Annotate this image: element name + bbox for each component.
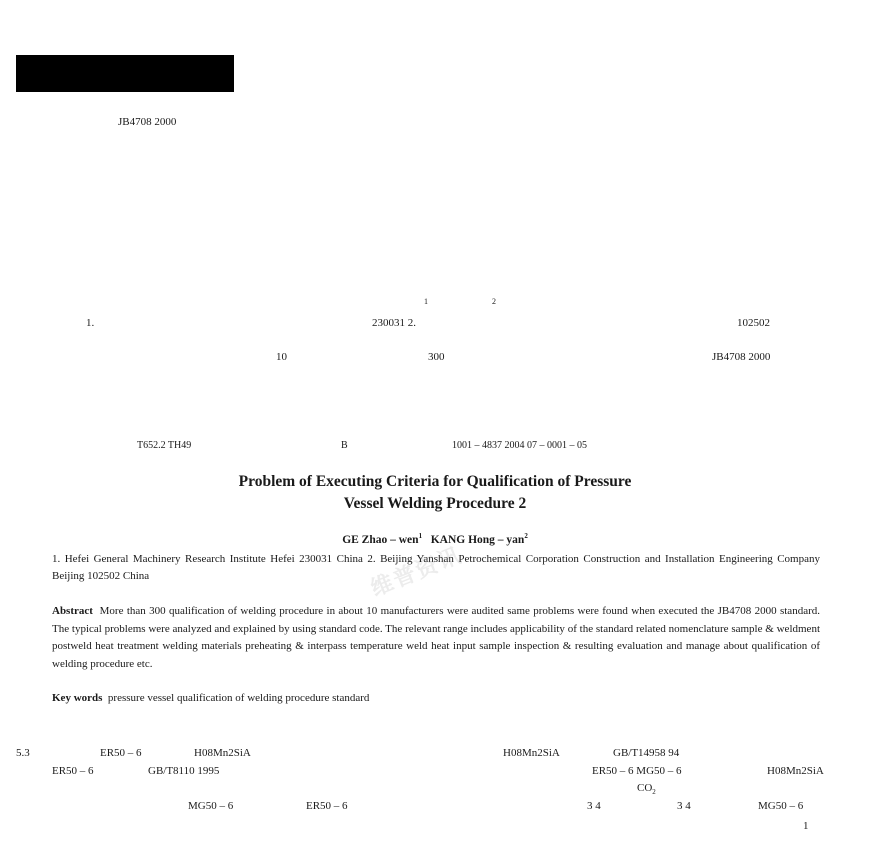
author-2-sup: 2 bbox=[524, 532, 528, 540]
co2-text: CO bbox=[637, 782, 653, 794]
header-standard-ref: JB4708 2000 bbox=[118, 116, 177, 128]
body-r1-b: H08Mn2SiA bbox=[194, 747, 251, 759]
english-title-line2: Vessel Welding Procedure 2 bbox=[343, 495, 527, 512]
classification-clc: T652.2 TH49 bbox=[137, 440, 192, 451]
english-affiliation: 1. Hefei General Machinery Research Institute Hefei 230031 China 2. Beijing Yanshan Petrochemical Corporation Construction and Installation Engineering Company Beijing 102502 China bbox=[52, 553, 820, 582]
english-authors bbox=[0, 532, 870, 546]
footnote-mark: 1 bbox=[803, 820, 809, 832]
body-r2-c: ER50 – 6 MG50 – 6 bbox=[592, 765, 682, 777]
author-mark-1: 1 bbox=[424, 297, 428, 306]
body-r4-e: MG50 – 6 bbox=[758, 800, 804, 812]
body-r2-b: GB/T8110 1995 bbox=[148, 765, 220, 777]
body-r1-c: H08Mn2SiA bbox=[503, 747, 560, 759]
body-r1-d: GB/T14958 94 bbox=[613, 747, 680, 759]
body-r4-d: 3 4 bbox=[677, 800, 691, 812]
english-abstract bbox=[52, 603, 820, 673]
author-2-name: KANG Hong – yan bbox=[430, 533, 525, 546]
abstract-text: More than 300 qualification of welding procedure in about 10 manufacturers were audited same problems were found when executed the JB4708 2000 standard. The typical problems were analyzed and explained by using standard code. The relevant range includes applicability of the standard related nomenclature sample & weldment postweld heat treatment welding materials preheating & interpass temperature weld heat input sample inspection & resulting evaluation and manage about qualification of welding procedure etc. bbox=[52, 605, 820, 670]
affil-number-1: 1. bbox=[86, 317, 95, 329]
abstract-label: Abstract bbox=[52, 605, 93, 617]
section-number: 5.3 bbox=[16, 747, 30, 759]
body-r4-b: ER50 – 6 bbox=[306, 800, 348, 812]
stats-standard: JB4708 2000 bbox=[712, 351, 771, 363]
author-1-sup: 1 bbox=[418, 532, 423, 540]
body-r2-a: ER50 – 6 bbox=[52, 765, 94, 777]
watermark: 维普资讯 bbox=[367, 541, 466, 602]
classification-article-id: 1001 – 4837 2004 07 – 0001 – 05 bbox=[452, 440, 587, 451]
stats-qualifications: 300 bbox=[428, 351, 445, 363]
redacted-block bbox=[16, 55, 234, 92]
keywords-label: Key words bbox=[52, 692, 103, 704]
affil-postcode-1: 230031 2. bbox=[372, 317, 416, 329]
body-r2-d: H08Mn2SiA bbox=[767, 765, 824, 777]
body-r4-c: 3 4 bbox=[587, 800, 601, 812]
english-title-line1: Problem of Executing Criteria for Qualification of Pressure bbox=[238, 473, 632, 490]
author-mark-2: 2 bbox=[492, 297, 496, 306]
affil-postcode-2: 102502 bbox=[737, 317, 770, 329]
english-keywords bbox=[52, 692, 369, 704]
classification-doc-code: B bbox=[341, 440, 348, 451]
keywords-text: pressure vessel qualification of welding procedure standard bbox=[107, 692, 370, 704]
body-r4-a: MG50 – 6 bbox=[188, 800, 234, 812]
author-1-name: GE Zhao – wen bbox=[342, 533, 419, 546]
body-r1-a: ER50 – 6 bbox=[100, 747, 142, 759]
stats-manufacturers: 10 bbox=[276, 351, 287, 363]
co2-subscript: 2 bbox=[652, 788, 656, 797]
body-co2 bbox=[637, 782, 656, 796]
